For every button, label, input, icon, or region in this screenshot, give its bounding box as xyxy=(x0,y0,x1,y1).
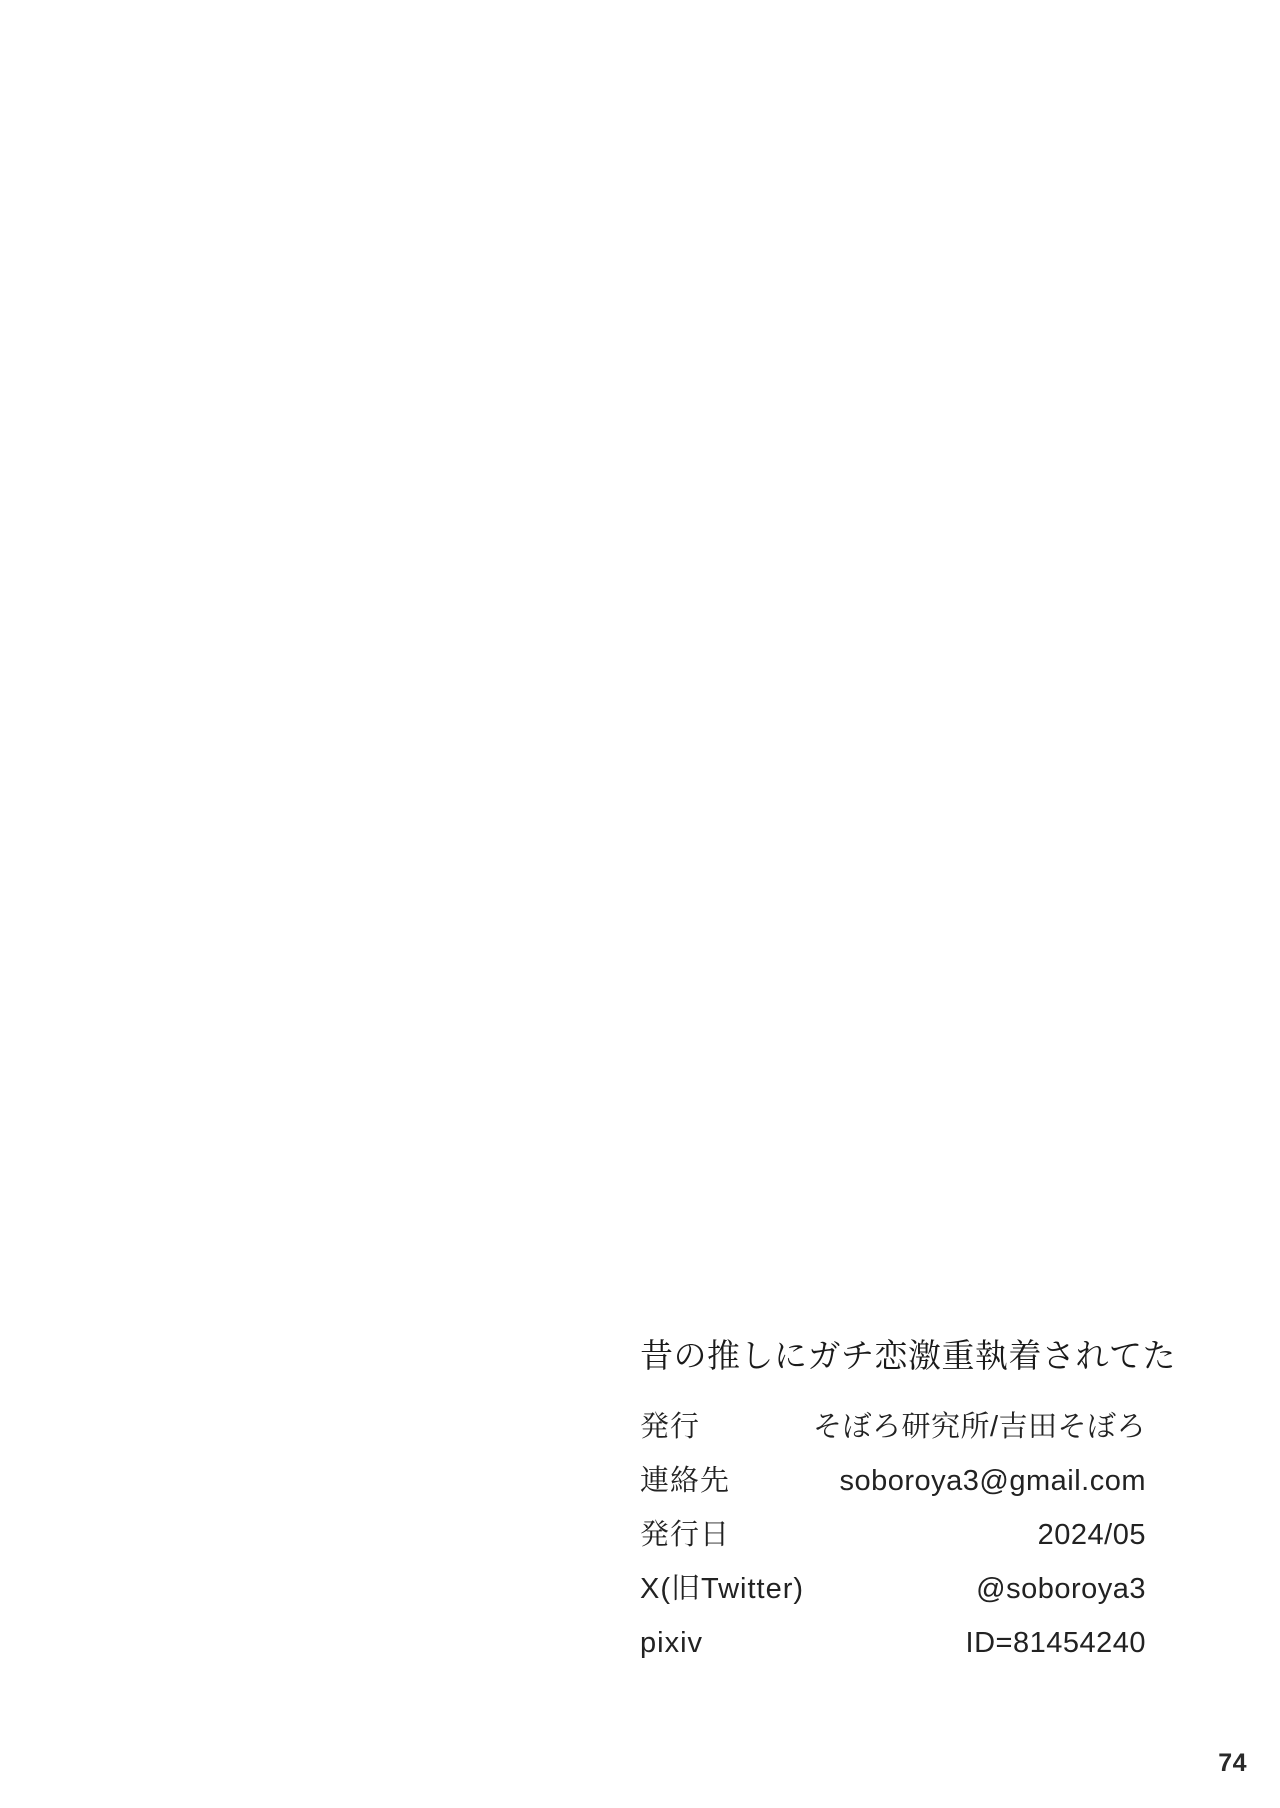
contact-email: soboroya3@gmail.com xyxy=(839,1465,1146,1497)
publisher-label: 発行 xyxy=(640,1411,701,1443)
twitter-label: X(旧Twitter) xyxy=(640,1573,805,1605)
colophon-row-publish-date xyxy=(640,1508,1146,1562)
colophon-row-twitter xyxy=(640,1562,1146,1616)
colophon-row-publisher xyxy=(640,1400,1146,1454)
pixiv-label: pixiv xyxy=(640,1627,704,1659)
colophon-row-contact xyxy=(640,1454,1146,1508)
page-number: 74 xyxy=(1218,1749,1247,1777)
colophon-block xyxy=(640,1336,1176,1670)
book-title: 昔の推しにガチ恋激重執着されてた xyxy=(640,1336,1176,1375)
pixiv-id: ID=81454240 xyxy=(965,1627,1146,1659)
publish-date-label: 発行日 xyxy=(640,1519,731,1551)
publish-date-value: 2024/05 xyxy=(1037,1519,1146,1551)
twitter-handle: @soboroya3 xyxy=(976,1573,1146,1605)
colophon-row-pixiv xyxy=(640,1616,1146,1670)
publisher-value: そぼろ研究所/吉田そぼろ xyxy=(812,1411,1146,1443)
contact-label: 連絡先 xyxy=(640,1465,731,1497)
